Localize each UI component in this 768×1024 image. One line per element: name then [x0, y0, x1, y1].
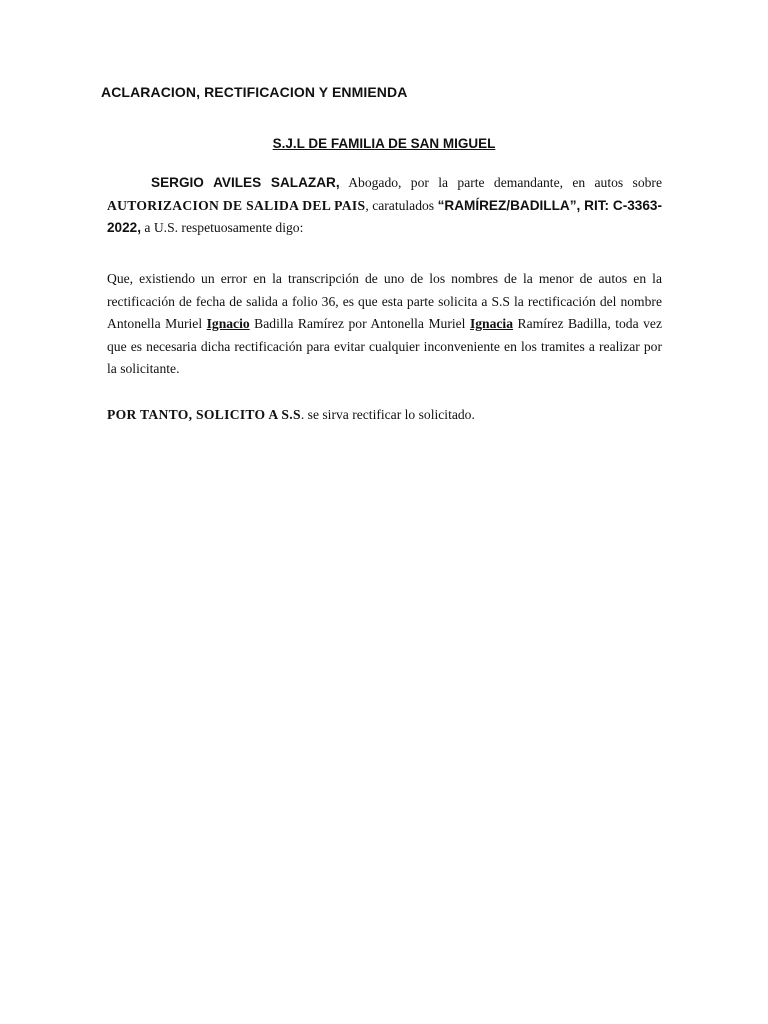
- party-name: SERGIO AVILES SALAZAR,: [151, 175, 340, 190]
- body-text-2: Badilla Ramírez por Antonella Muriel: [249, 316, 470, 331]
- wrong-name: Ignacio: [206, 316, 250, 331]
- court-addressee: S.J.L DE FAMILIA DE SAN MIGUEL: [272, 136, 496, 151]
- correct-name: Ignacia: [469, 316, 514, 331]
- intro-text-3: a U.S. respetuosamente digo:: [141, 220, 304, 235]
- intro-text-1: Abogado, por la parte demandante, en autos sobre: [339, 175, 662, 190]
- intro-paragraph: [107, 172, 662, 240]
- petition-text: . se sirva rectificar lo solicitado.: [300, 407, 475, 422]
- case-type: AUTORIZACION DE SALIDA DEL PAIS: [107, 197, 366, 213]
- body-text-3: Ramírez Badilla, toda vez que es necesaria dicha rectificación para evitar cualquier inconveniente en los tramites a realizar por la solicitante.: [107, 316, 662, 376]
- body-paragraph: [107, 268, 662, 381]
- body-text-1: Que, existiendo un error en la transcripción de uno de los nombres de la menor de autos en la rectificación de fecha de salida a folio 36, es que esta parte solicita a S.S la rectificación del nombre Antonella Muriel: [107, 271, 662, 331]
- intro-text-2: , caratulados: [365, 197, 438, 213]
- petition-lead: POR TANTO, SOLICITO A S.S: [107, 407, 301, 422]
- case-caption: “RAMÍREZ/BADILLA”, RIT: C-3363-2022,: [107, 197, 663, 235]
- petition-paragraph: [107, 404, 662, 427]
- document-heading: ACLARACION, RECTIFICACION Y ENMIENDA: [101, 84, 408, 100]
